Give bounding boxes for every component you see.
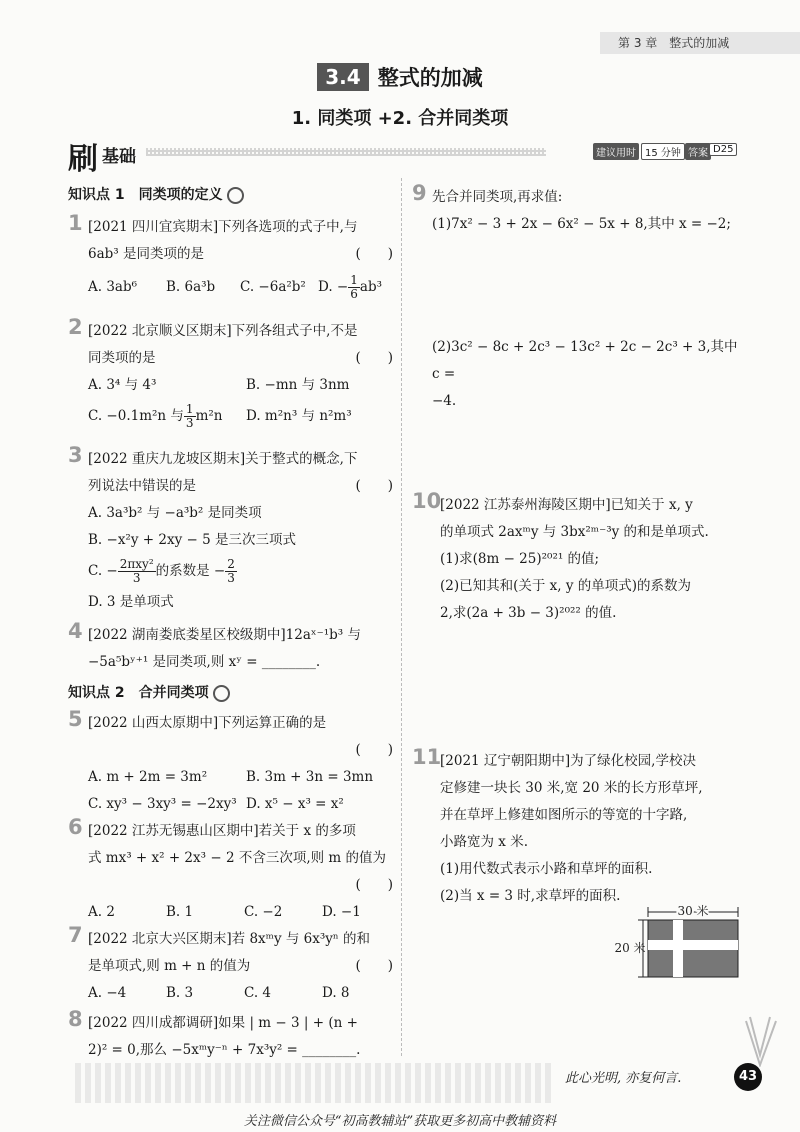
question-part-2: (2)已知其和(关于 x, y 的单项式)的系数为 <box>440 578 692 594</box>
question-text: [2021 辽宁朝阳期中]为了绿化校园,学校决 <box>440 753 696 769</box>
time-label: 建议用时 <box>593 143 639 160</box>
chapter-label: 第 3 章 整式的加减 <box>618 36 730 50</box>
question-text: 定修建一块长 30 米,宽 20 米的长方形草坪, <box>440 780 703 796</box>
option-b: B. 6a³b <box>166 279 216 295</box>
option-a: A. −4 <box>88 985 127 1001</box>
fig-height-label: 20 米 <box>614 941 646 955</box>
question-6 <box>68 815 393 926</box>
question-text: 式 mx³ + x² + 2x³ − 2 不含三次项,则 m 的值为 <box>88 850 386 866</box>
question-part-1: (1)用代数式表示小路和草坪的面积. <box>440 861 653 877</box>
option-a: A. 2 <box>88 904 115 920</box>
lesson-subtitle: 1. 同类项 +2. 合并同类项 <box>291 108 509 129</box>
question-number: 9 <box>412 181 427 205</box>
question-text: 并在草坪上修建如图所示的等宽的十字路, <box>440 807 688 823</box>
question-part-2-cont: −4. <box>432 393 457 409</box>
question-text: 先合并同类项,再求值: <box>432 189 563 205</box>
page-number: 43 <box>734 1063 762 1091</box>
question-text: 是单项式,则 m + n 的值为 <box>88 958 251 974</box>
option-d: D. 3 是单项式 <box>88 594 174 610</box>
answer-paren: ( ) <box>355 246 393 262</box>
horizontal-path <box>648 940 738 950</box>
question-5 <box>68 707 393 818</box>
shua-logo: 刷 <box>68 142 98 177</box>
option-c: C. − $\frac{\text{2πxy²}}{3}$ 的系数是 − $\frac{2}{3}$ <box>88 557 235 585</box>
question-text: [2022 江苏无锡惠山区期中]若关于 x 的多项 <box>88 823 356 839</box>
question-part-1: (1)7x² − 3 + 2x − 6x² − 5x + 8,其中 x = −2; <box>432 216 731 232</box>
question-number: 7 <box>68 923 83 947</box>
option-d: D. x⁵ − x³ = x² <box>246 796 344 812</box>
basics-label: 基础 <box>102 147 136 167</box>
option-d: D. − $\frac{1}{6}$ ab³ <box>318 273 382 301</box>
option-c: C. −0.1m²n 与 $\frac{1}{3}$ m²n <box>88 402 223 430</box>
question-9 <box>412 181 742 238</box>
question-text: [2022 重庆九龙坡区期末]关于整式的概念,下 <box>88 451 358 467</box>
fig-width-label: 30 米 <box>677 904 709 918</box>
question-7 <box>68 923 393 1007</box>
question-text: −5a⁵bʸ⁺¹ 是同类项,则 xʸ = ________. <box>88 654 321 670</box>
time-value: 15 分钟 <box>641 143 685 160</box>
answer-label: 答案 <box>685 143 711 160</box>
slogan: 此心光明, 亦复何言. <box>565 1071 682 1086</box>
question-number: 2 <box>68 315 83 339</box>
basics-band <box>68 136 735 177</box>
option-c: C. xy³ − 3xy³ = −2xy³ <box>88 796 237 812</box>
footer-note: 关注微信公众号“初高教辅站”获取更多初高中教辅资料 <box>243 1114 557 1129</box>
question-part-2-cont: 2,求(2a + 3b − 3)²⁰²² 的值. <box>440 605 617 621</box>
option-a: A. 3ab⁶ <box>88 279 138 295</box>
option-c: C. −2 <box>244 904 283 920</box>
knowledge-point-1 <box>68 184 244 204</box>
chapter-header <box>600 32 800 54</box>
question-3 <box>68 443 393 616</box>
option-d: D. m²n³ 与 n²m³ <box>246 408 352 424</box>
question-part-2: (2)3c² − 8c + 2c³ − 13c² + 2c − 2c³ + 3,其中 c = <box>432 339 738 382</box>
question-number: 5 <box>68 707 83 731</box>
question-number: 8 <box>68 1007 83 1031</box>
answer-paren: ( ) <box>355 958 393 974</box>
question-8 <box>68 1007 393 1064</box>
question-text: 6ab³ 是同类项的是 <box>88 246 204 262</box>
question-1 <box>68 211 393 301</box>
question-text: [2022 江苏泰州海陵区期中]已知关于 x, y <box>440 497 693 513</box>
option-a: A. m + 2m = 3m² <box>88 769 208 785</box>
paperclip-icon <box>742 1015 782 1067</box>
question-4 <box>68 619 393 676</box>
question-text: [2022 山西太原期中]下列运算正确的是 <box>88 715 327 731</box>
section-name: 整式的加减 <box>377 66 483 90</box>
question-number: 11 <box>412 745 442 769</box>
answer-paren: ( ) <box>355 877 393 893</box>
question-text: 列说法中错误的是 <box>88 478 196 494</box>
option-a: A. 3⁴ 与 4³ <box>88 377 157 393</box>
option-b: B. 1 <box>166 904 194 920</box>
question-text: [2022 湖南娄底娄星区校级期中]12aˣ⁻¹b³ 与 <box>88 627 362 643</box>
option-d: D. 8 <box>322 985 350 1001</box>
answer-paren: ( ) <box>355 742 393 758</box>
question-text: [2022 北京顺义区期末]下列各组式子中,不是 <box>88 323 358 339</box>
question-text: [2021 四川宜宾期末]下列各选项的式子中,与 <box>88 219 358 235</box>
column-divider <box>401 178 403 1056</box>
question-text: 小路宽为 x 米. <box>440 834 528 850</box>
vertical-path <box>673 920 683 977</box>
option-b: B. −mn 与 3nm <box>246 377 350 393</box>
question-text: 的单项式 2axᵐy 与 3bx²ᵐ⁻³y 的和是单项式. <box>440 524 709 540</box>
kp1-label: 知识点 1 同类项的定义 <box>68 187 223 203</box>
question-number: 1 <box>68 211 83 235</box>
question-number: 4 <box>68 619 83 643</box>
option-b: B. −x²y + 2xy − 5 是三次三项式 <box>88 532 296 548</box>
question-2 <box>68 315 393 430</box>
kp2-label: 知识点 2 合并同类项 <box>68 685 209 701</box>
question-text: 同类项的是 <box>88 350 156 366</box>
question-text: [2022 四川成都调研]如果 | m − 3 | + (n + <box>88 1015 358 1031</box>
answer-paren: ( ) <box>355 478 393 494</box>
target-icon <box>213 685 230 702</box>
answer-paren: ( ) <box>355 350 393 366</box>
option-c: C. −6a²b² <box>240 279 306 295</box>
question-number: 10 <box>412 489 442 513</box>
question-part-2: (2)当 x = 3 时,求草坪的面积. <box>440 888 621 904</box>
option-b: B. 3 <box>166 985 194 1001</box>
lawn-figure <box>610 900 745 985</box>
option-b: B. 3m + 3n = 3mn <box>246 769 374 785</box>
answer-value: D25 <box>709 143 737 156</box>
question-number: 3 <box>68 443 83 467</box>
dot-pattern <box>146 148 546 156</box>
question-10 <box>412 489 742 627</box>
question-11 <box>412 745 742 910</box>
section-number: 3.4 <box>317 63 368 91</box>
question-9-part-2 <box>412 334 742 415</box>
question-part-1: (1)求(8m − 25)²⁰²¹ 的值; <box>440 551 600 567</box>
option-d: D. −1 <box>322 904 361 920</box>
question-number: 6 <box>68 815 83 839</box>
watermark-strip <box>75 1063 555 1103</box>
option-a: A. 3a³b² 与 −a³b² 是同类项 <box>88 505 262 521</box>
question-text: 2)² = 0,那么 −5xᵐy⁻ⁿ + 7x³y² = ________. <box>88 1042 361 1058</box>
option-c: C. 4 <box>244 985 272 1001</box>
knowledge-point-2 <box>68 682 230 702</box>
target-icon <box>227 187 244 204</box>
question-text: [2022 北京大兴区期末]若 8xᵐy 与 6x³yⁿ 的和 <box>88 931 371 947</box>
section-title <box>0 62 800 92</box>
